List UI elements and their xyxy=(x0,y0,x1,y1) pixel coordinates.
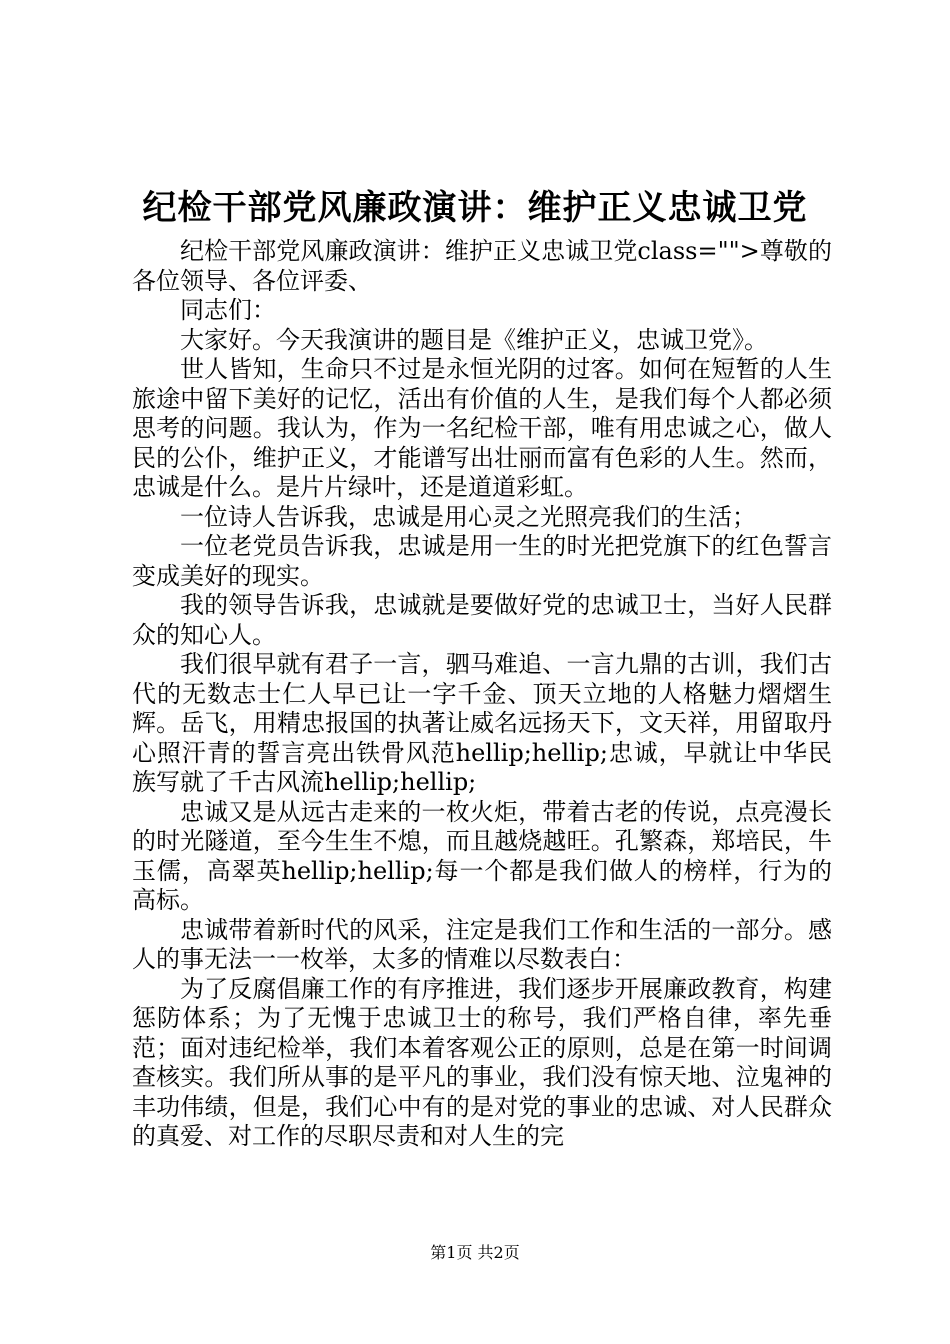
paragraph: 纪检干部党风廉政演讲：维护正义忠诚卫党class="">尊敬的各位领导、各位评委、 xyxy=(132,237,832,295)
paragraph: 忠诚带着新时代的风采，注定是我们工作和生活的一部分。感人的事无法一一枚举，太多的情难以尽数表白： xyxy=(132,915,832,973)
paragraph: 我的领导告诉我，忠诚就是要做好党的忠诚卫士，当好人民群众的知心人。 xyxy=(132,591,832,649)
paragraph: 忠诚又是从远古走来的一枚火炬，带着古老的传说，点亮漫长的时光隧道，至今生生不熄，而且越烧越旺。孔繁森，郑培民，牛玉儒，高翠英hellip;hellip;每一个都是我们做人的榜样，行为的高标。 xyxy=(132,797,832,914)
document-body xyxy=(132,237,832,1152)
paragraph: 世人皆知，生命只不过是永恒光阴的过客。如何在短暂的人生旅途中留下美好的记忆，活出有价值的人生，是我们每个人都必须思考的问题。我认为，作为一名纪检干部，唯有用忠诚之心，做人民的公仆，维护正义，才能谱写出壮丽而富有色彩的人生。然而，忠诚是什么。是片片绿叶，还是道道彩虹。 xyxy=(132,355,832,501)
paragraph: 一位诗人告诉我，忠诚是用心灵之光照亮我们的生活； xyxy=(180,502,756,531)
paragraph: 为了反腐倡廉工作的有序推进，我们逐步开展廉政教育，构建惩防体系；为了无愧于忠诚卫士的称号，我们严格自律，率先垂范；面对违纪检举，我们本着客观公正的原则，总是在第一时间调查核实。我们所从事的是平凡的事业，我们没有惊天地、泣鬼神的丰功伟绩，但是，我们心中有的是对党的事业的忠诚、对人民群众的真爱、对工作的尽职尽责和对人生的完 xyxy=(132,974,832,1150)
document-title: 纪检干部党风廉政演讲：维护正义忠诚卫党 xyxy=(142,188,808,228)
page-footer: 第1页 共2页 xyxy=(430,1243,520,1262)
paragraph: 大家好。今天我演讲的题目是《维护正义，忠诚卫党》。 xyxy=(180,325,768,354)
paragraph: 一位老党员告诉我，忠诚是用一生的时光把党旗下的红色誓言变成美好的现实。 xyxy=(132,532,832,590)
paragraph: 我们很早就有君子一言，驷马难追、一言九鼎的古训，我们古代的无数志士仁人早已让一字千金、顶天立地的人格魅力熠熠生辉。岳飞，用精忠报国的执著让威名远扬天下，文天祥，用留取丹心照汗青的誓言亮出铁骨风范hellip;hellip;忠诚，早就让中华民族写就了千古风流hellip;hellip; xyxy=(132,650,832,796)
paragraph: 同志们： xyxy=(180,296,276,324)
